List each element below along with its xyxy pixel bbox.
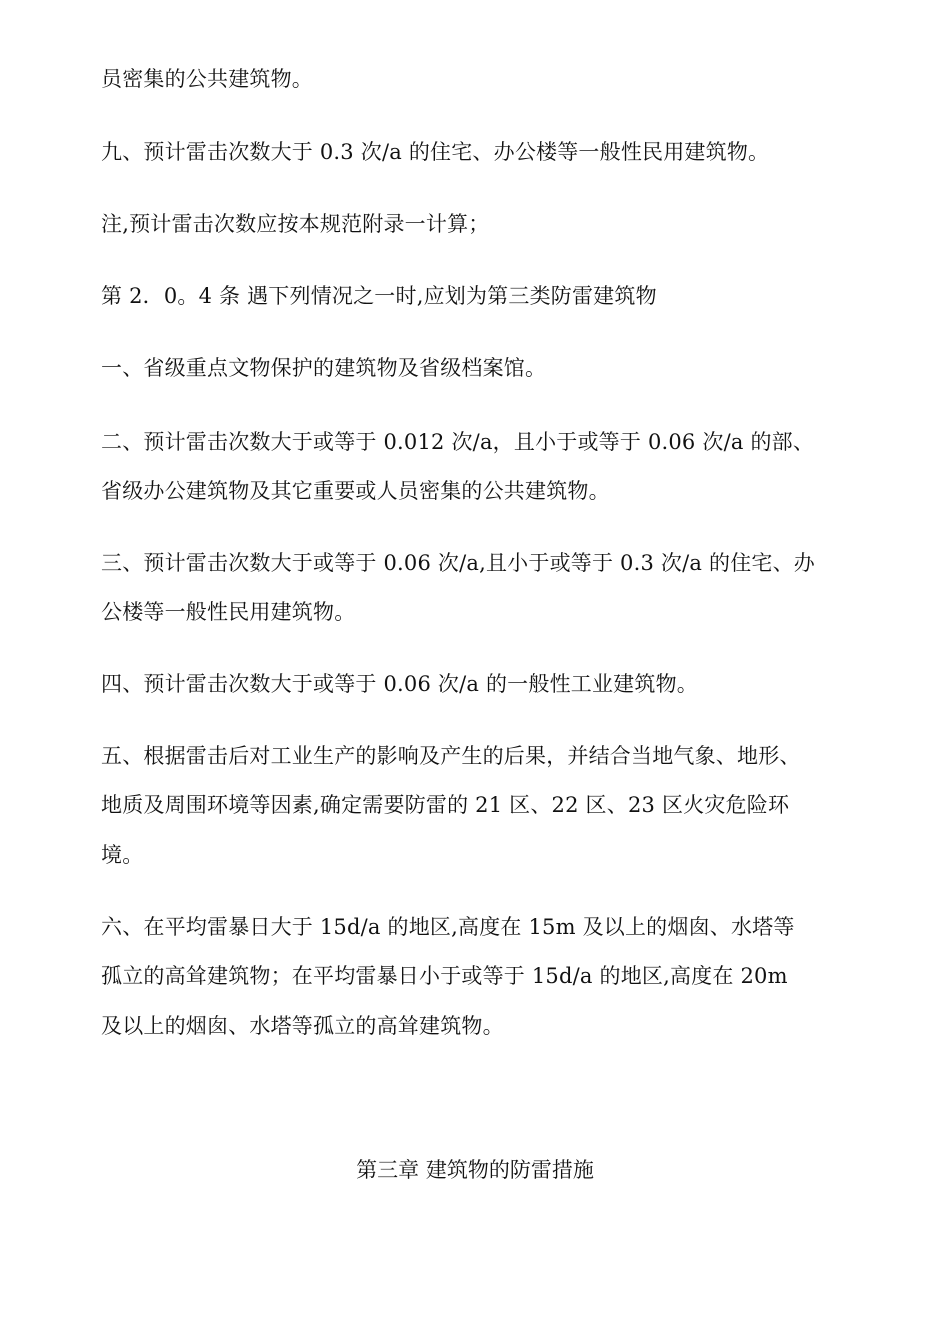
text-line-9: 公楼等一般性民用建筑物。 [101, 600, 356, 624]
text-line-12: 地质及周围环境等因素,确定需要防雷的 21 区、22 区、23 区火灾危险环 [101, 793, 790, 817]
text-line-6: 二、预计雷击次数大于或等于 0.012 次/a，且小于或等于 0.06 次/a 的部、 [101, 430, 815, 454]
text-line-8: 三、预计雷击次数大于或等于 0.06 次/a,且小于或等于 0.3 次/a 的住宅、办 [101, 551, 815, 575]
text-line-1: 员密集的公共建筑物。 [101, 67, 313, 91]
text-line-14: 六、在平均雷暴日大于 15d/a 的地区,高度在 15m 及以上的烟囱、水塔等 [101, 915, 795, 939]
text-line-10: 四、预计雷击次数大于或等于 0.06 次/a 的一般性工业建筑物。 [101, 672, 698, 696]
chapter-heading: 第三章 建筑物的防雷措施 [356, 1158, 594, 1182]
text-line-11: 五、根据雷击后对工业生产的影响及产生的后果，并结合当地气象、地形、 [101, 744, 801, 768]
text-line-2: 九、预计雷击次数大于 0.3 次/a 的住宅、办公楼等一般性民用建筑物。 [101, 140, 770, 164]
text-line-3: 注,预计雷击次数应按本规范附录一计算； [101, 212, 490, 236]
text-line-7: 省级办公建筑物及其它重要或人员密集的公共建筑物。 [101, 479, 610, 503]
text-line-13: 境。 [101, 843, 144, 867]
text-line-5: 一、省级重点文物保护的建筑物及省级档案馆。 [101, 356, 547, 380]
text-line-16: 及以上的烟囱、水塔等孤立的高耸建筑物。 [101, 1014, 504, 1038]
text-line-15: 孤立的高耸建筑物；在平均雷暴日小于或等于 15d/a 的地区,高度在 20m [101, 964, 788, 988]
article-heading: 第 2．0。4 条 遇下列情况之一时,应划为第三类防雷建筑物 [101, 284, 657, 308]
